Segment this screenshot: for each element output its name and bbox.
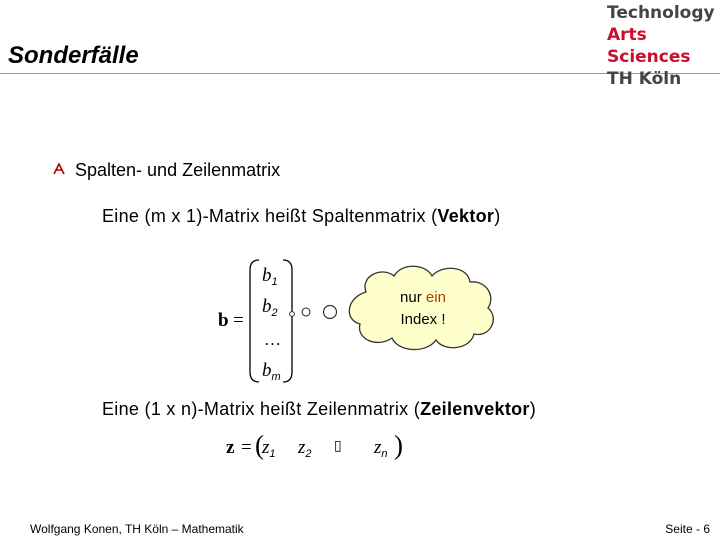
row-def-prefix: Eine (1 x n)-Matrix heißt Zeilenmatrix ( [102,399,421,419]
logo-line-arts-sciences: Arts Sciences [607,25,691,67]
callout-highlight: ein [425,289,446,306]
logo-line-technology: Technology [607,3,715,23]
row-def-suffix: ) [529,399,537,419]
column-def-prefix: Eine (m x 1)-Matrix heißt Spaltenmatrix ( [102,206,438,226]
callout-line-2: Index ! [400,311,446,328]
column-entry-b1: $b_1$ [262,265,278,288]
callout-line-1: nur ein [400,289,446,306]
row-def-bold: Zeilenvektor [420,399,530,419]
callout-text [375,287,471,331]
column-matrix-definition [102,206,501,227]
row-vector-equals: = [241,437,252,458]
logo-line-th-koeln: TH Köln [607,69,682,89]
slide-title: Sonderfälle [8,42,139,69]
bullet-text: Spalten- und Zeilenmatrix [75,160,281,180]
column-entry-dots: … [264,330,281,349]
column-vector-name: b [218,310,229,331]
column-left-bracket [248,258,260,384]
th-koeln-logo [607,2,720,90]
column-entry-b2: $b_2$ [262,296,278,319]
row-entry-z1: $z_1$ [262,437,276,460]
row-matrix-definition [102,399,536,420]
column-vector-equals: = [233,310,244,331]
row-close-paren: ) [394,430,403,460]
footer-author: Wolfgang Konen, TH Köln – Mathematik [30,522,244,536]
row-entry-z2: $z_2$ [298,437,312,460]
row-entry-zn: $z_n$ [374,437,388,460]
column-entry-bm: $b_m$ [262,360,281,383]
footer-page-number: Seite - 6 [665,522,710,536]
row-missing-glyph: ▯ [334,439,342,454]
row-open-paren: ( [255,430,264,460]
column-def-bold: Vektor [437,206,495,226]
caret-bullet-icon [53,162,65,180]
column-def-suffix: ) [494,206,501,226]
row-vector-name: z [226,437,235,458]
